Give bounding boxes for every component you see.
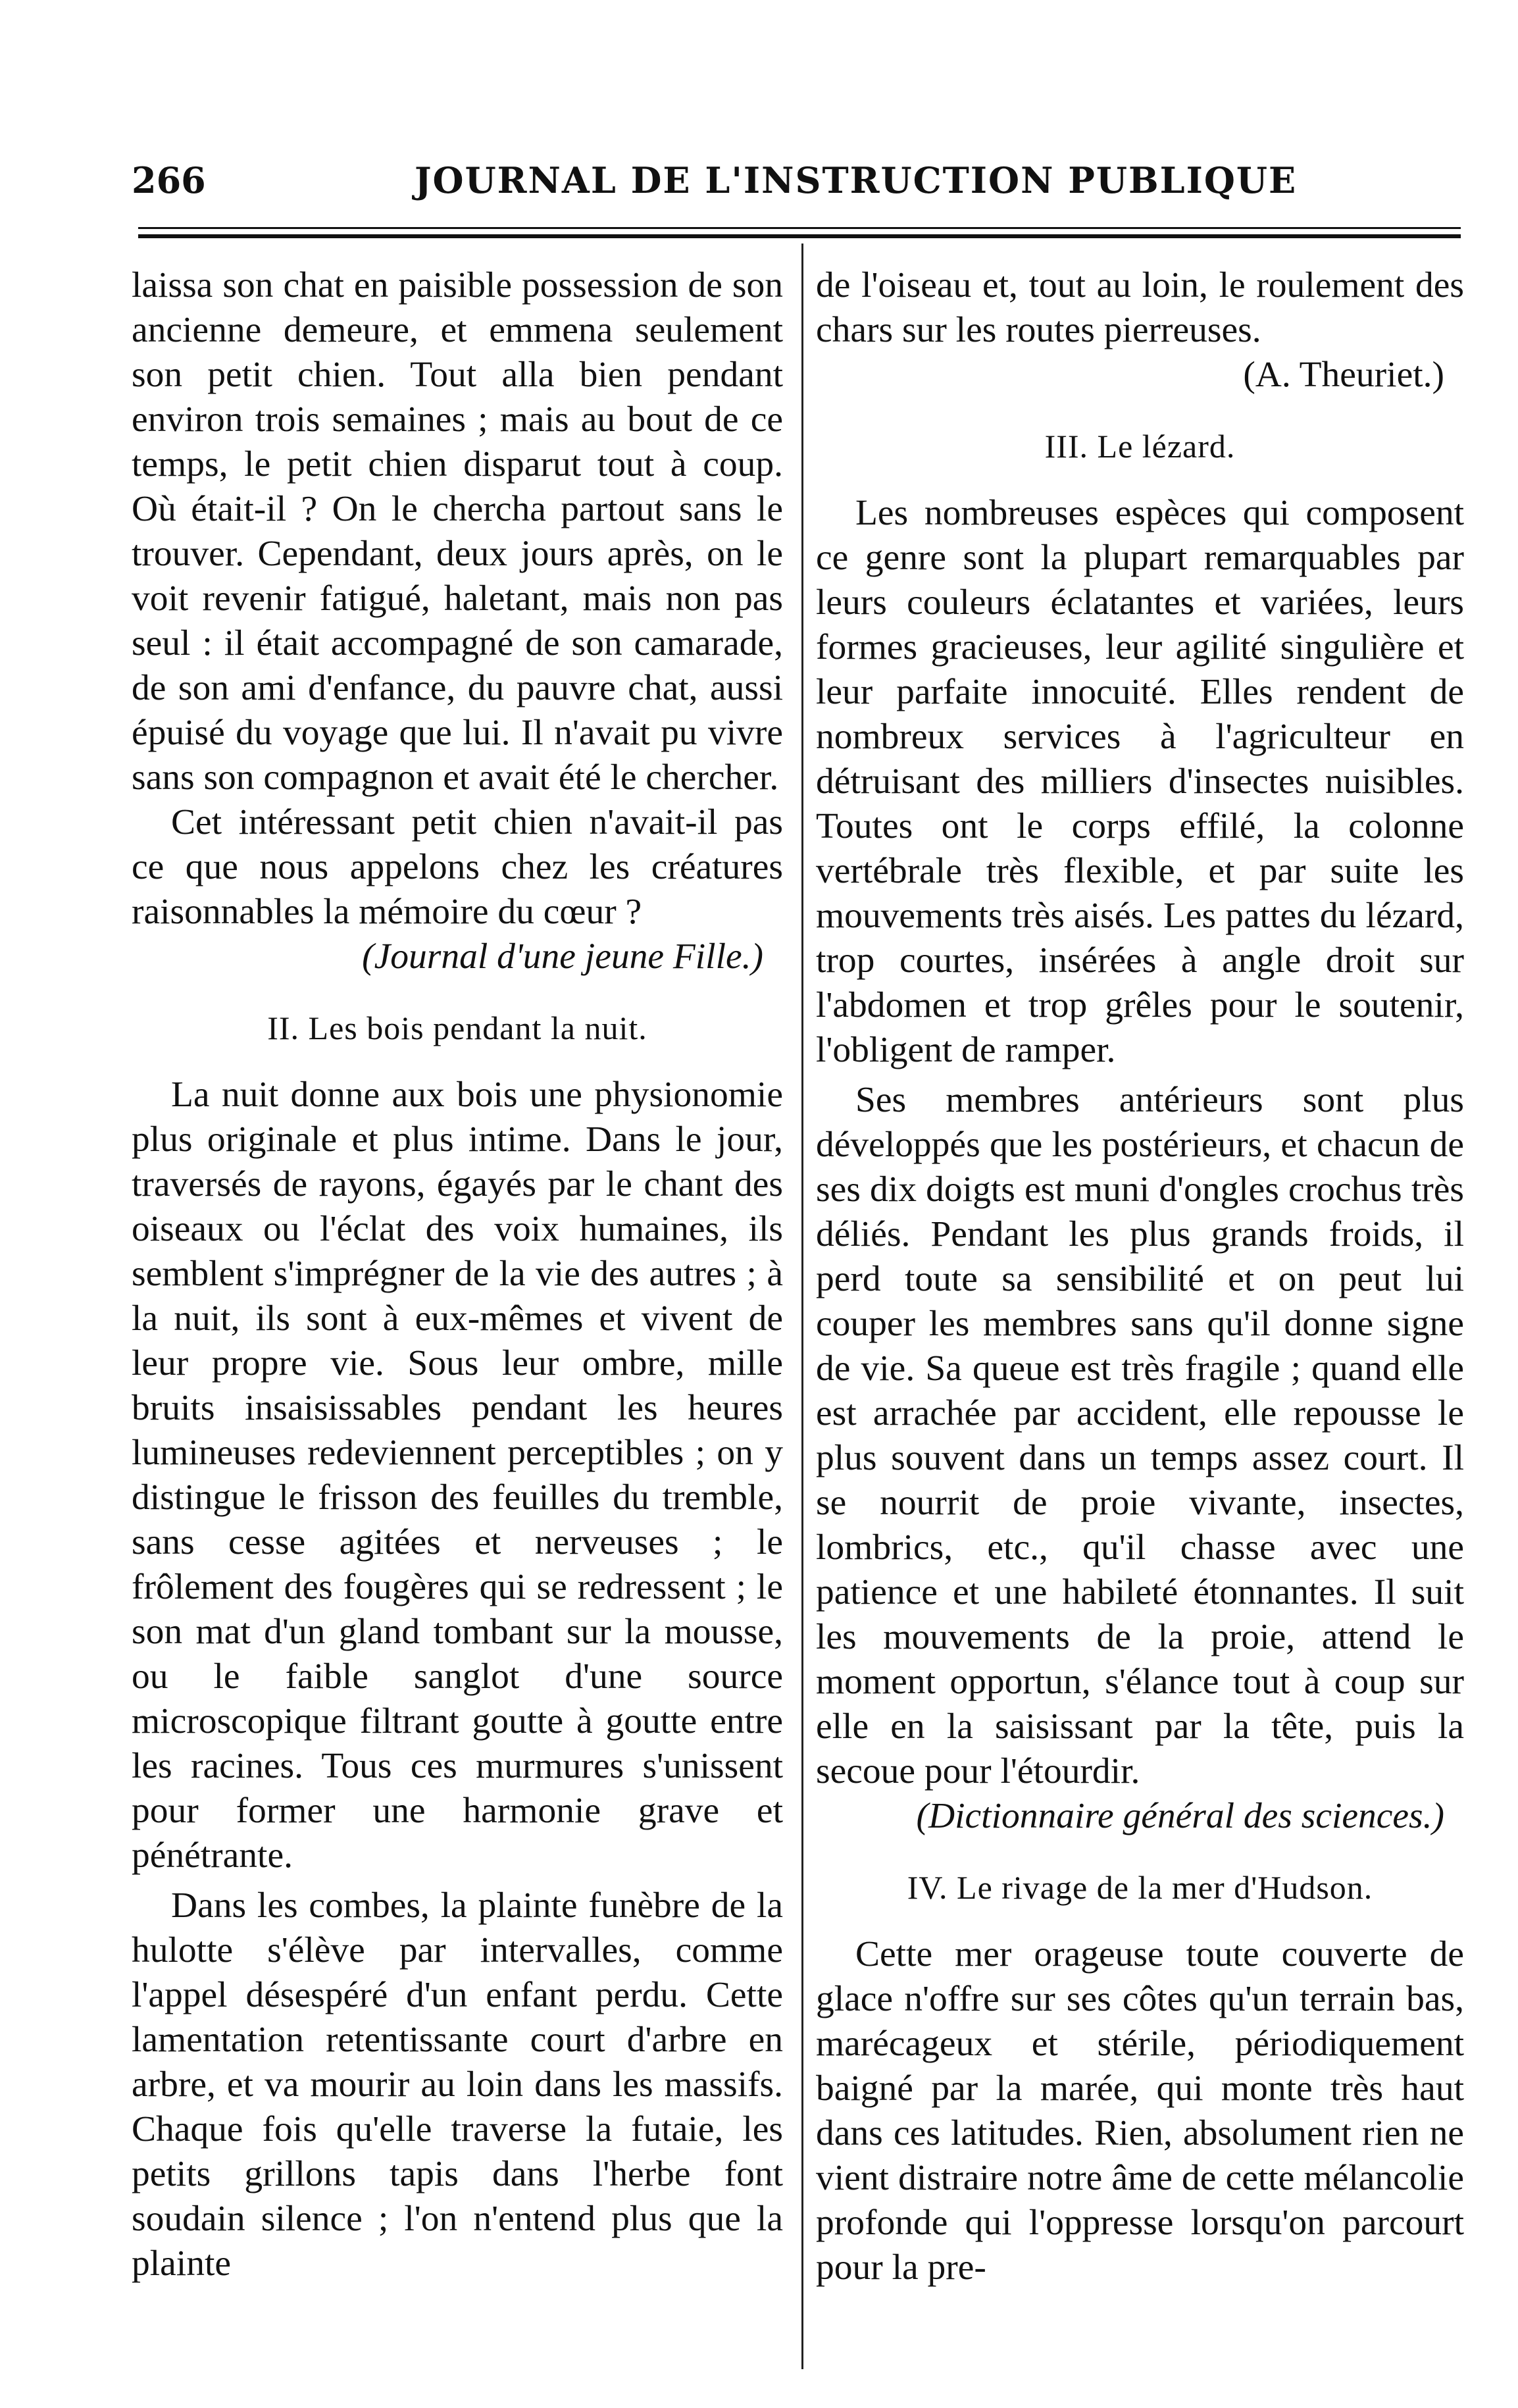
right-column — [816, 263, 1464, 2290]
attribution: (A. Theuriet.) — [1243, 355, 1444, 395]
paragraph: laissa son chat en paisible possession de son ancienne demeure, et emmena seulement son petit chien. Tout alla bien pendant environ trois semaines ; mais au bout de ce temps, le petit chien disparut tout à coup. Où était-il ? On le chercha partout sans le trouver. Cependant, deux jours après, on le voit revenir fatigué, haletant, mais non pas seul : il était accompagné de son camarade, de son ami d'enfance, du pauvre chat, aussi épuisé du voyage que lui. Il n'avait pu vivre sans son compagnon et avait été le chercher. — [132, 265, 783, 798]
attribution: (Dictionnaire général des sciences.) — [916, 1796, 1444, 1836]
attribution: (Journal d'une jeune Fille.) — [362, 936, 763, 977]
left-column — [132, 263, 783, 2286]
paragraph: Ses membres antérieurs sont plus développés que les postérieurs, et chacun de ses dix doigts est muni d'ongles crochus très déliés. Pendant les plus grands froids, il perd toute sa sensibilité et on peut lui couper les membres sans qu'il donne signe de vie. Sa queue est très fragile ; quand elle est arrachée par accident, elle repousse le plus souvent dans un temps assez court. Il se nourrit de proie vivante, insectes, lombrics, etc., qu'il chasse avec une patience et une habileté étonnantes. Il suit les mouvements de la proie, attend le moment opportun, s'élance tout à coup sur elle en la saisissant par la tête, puis la secoue pour l'étourdir. — [816, 1080, 1464, 1791]
column-divider — [801, 243, 803, 2369]
header-rule-thin — [138, 227, 1461, 229]
paragraph: La nuit donne aux bois une physionomie plus originale et plus intime. Dans le jour, traversés de rayons, égayés par le chant des oiseaux ou l'éclat des voix humaines, ils semblent s'imprégner de la vie des autres ; à la nuit, ils sont à eux-mêmes et vivent de leur propre vie. Sous leur ombre, mille bruits insaisissables pendant les heures lumineuses redeviennent perceptibles ; on y distingue le frisson des feuilles du tremble, sans cesse agitées et nerveuses ; le frôlement des fougères qui se redressent ; le son mat d'un gland tombant sur la mousse, ou le faible sanglot d'une source microscopique filtrant goutte à goutte entre les racines. Tous ces murmures s'unissent pour former une harmonie grave et pénétrante. — [132, 1075, 783, 1876]
section-heading: II. Les bois pendant la nuit. — [267, 1010, 647, 1046]
page-number: 266 — [132, 159, 206, 201]
running-title: JOURNAL DE L'INSTRUCTION PUBLIQUE — [415, 159, 1298, 201]
paragraph: Cet intéressant petit chien n'avait-il pas ce que nous appelons chez les créatures raisonnables la mémoire du cœur ? — [132, 802, 783, 932]
header-rule-thick — [138, 234, 1461, 238]
page-header — [125, 159, 1461, 218]
paragraph: Dans les combes, la plainte funèbre de la hulotte s'élève par intervalles, comme l'appel désespéré d'un enfant perdu. Cette lamentation retentissante court d'arbre en arbre, et va mourir au loin dans les massifs. Chaque fois qu'elle traverse la futaie, les petits grillons tapis dans l'herbe font soudain silence ; l'on n'entend plus que la plainte — [132, 1885, 783, 2284]
section-heading: IV. Le rivage de la mer d'Hudson. — [907, 1869, 1373, 1906]
paragraph: Les nombreuses espèces qui composent ce genre sont la plupart remarquables par leurs couleurs éclatantes et variées, leurs formes gracieuses, leur agilité singulière et leur parfaite innocuité. Elles rendent de nombreux services à l'agriculteur en détruisant des milliers d'insectes nuisibles. Toutes ont le corps effilé, la colonne vertébrale très flexible, et par suite les mouvements très aisés. Les pattes du lézard, trop courtes, insérées à angle droit sur l'abdomen et trop grêles pour le soutenir, l'obligent de ramper. — [816, 493, 1464, 1070]
paragraph: Cette mer orageuse toute couverte de glace n'offre sur ses côtes qu'un terrain bas, marécageux et stérile, périodiquement baigné par la marée, qui monte très haut dans ces latitudes. Rien, absolument rien ne vient distraire notre âme de cette mélancolie profonde qui l'oppresse lorsqu'on parcourt pour la pre- — [816, 1934, 1464, 2288]
paragraph: de l'oiseau et, tout au loin, le roulement des chars sur les routes pierreuses. — [816, 265, 1464, 350]
section-heading: III. Le lézard. — [1044, 428, 1236, 465]
